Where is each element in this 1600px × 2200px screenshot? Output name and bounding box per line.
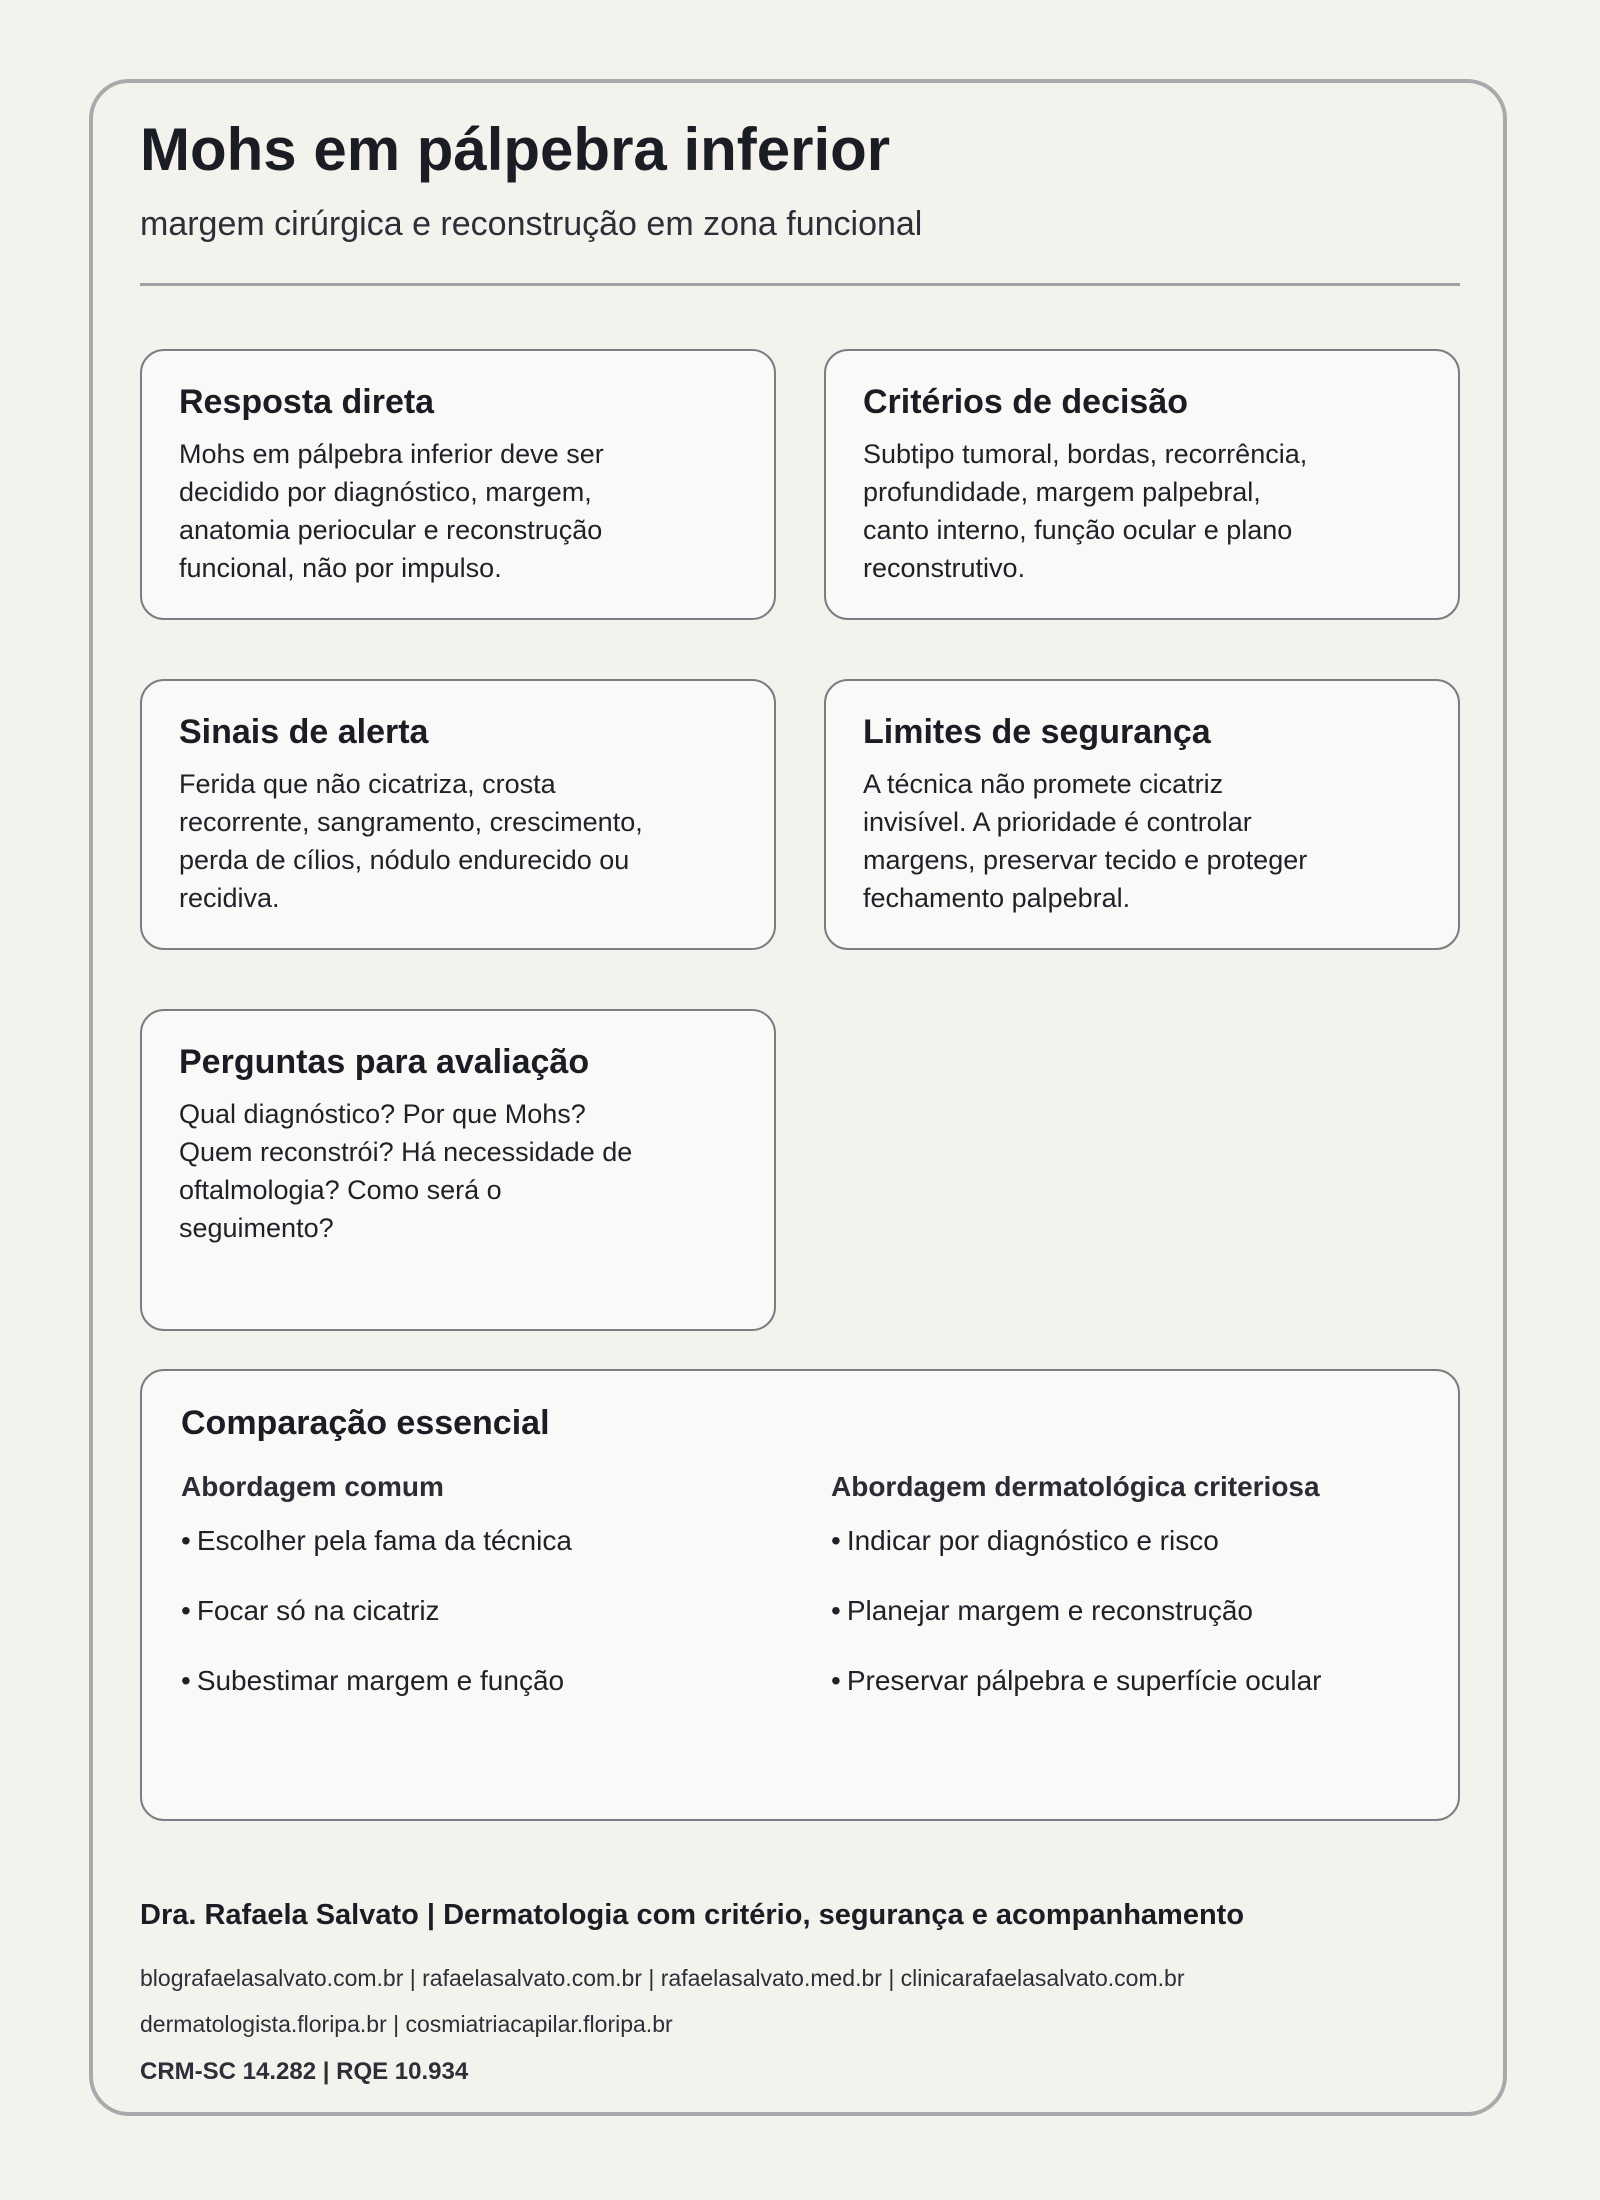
list-item-text: Indicar por diagnóstico e risco bbox=[846, 1525, 1219, 1556]
card-evaluation-questions bbox=[140, 1009, 776, 1331]
card-warning-signs bbox=[140, 679, 776, 950]
list-item bbox=[181, 1521, 781, 1591]
card-title: Resposta direta bbox=[179, 383, 435, 421]
list-item-text: Planejar margem e reconstrução bbox=[846, 1595, 1254, 1626]
card-safety-limits bbox=[824, 679, 1460, 950]
list-item-text: Subestimar margem e função bbox=[196, 1665, 565, 1696]
footer-author: Dra. Rafaela Salvato | Dermatologia com critério, segurança e acompanhamento bbox=[140, 1899, 1245, 1931]
list-item-text: Escolher pela fama da técnica bbox=[196, 1525, 572, 1556]
comparison-list bbox=[181, 1521, 781, 1731]
card-body: Qual diagnóstico? Por que Mohs? Quem reconstrói? Há necessidade de oftalmologia? Como será o seguimento? bbox=[179, 1099, 633, 1243]
bullet-icon: • bbox=[831, 1525, 841, 1556]
bullet-icon: • bbox=[181, 1595, 191, 1626]
list-item-text: Preservar pálpebra e superfície ocular bbox=[846, 1665, 1322, 1696]
column-heading: Abordagem comum bbox=[181, 1471, 444, 1502]
card-title: Critérios de decisão bbox=[863, 383, 1189, 421]
card-title: Sinais de alerta bbox=[179, 713, 429, 751]
list-item bbox=[831, 1591, 1431, 1661]
bullet-icon: • bbox=[181, 1665, 191, 1696]
header-divider bbox=[140, 283, 1460, 286]
card-body: A técnica não promete cicatriz invisível. A prioridade é controlar margens, preservar tecido e proteger fechamento palpebral. bbox=[863, 769, 1308, 913]
list-item-text: Focar só na cicatriz bbox=[196, 1595, 440, 1626]
card-body: Mohs em pálpebra inferior deve ser decidido por diagnóstico, margem, anatomia periocular e reconstrução funcional, não por impulso. bbox=[179, 439, 604, 583]
card-title: Perguntas para avaliação bbox=[179, 1043, 590, 1081]
list-item bbox=[831, 1661, 1431, 1731]
card-title: Limites de segurança bbox=[863, 713, 1211, 751]
list-item bbox=[831, 1521, 1431, 1591]
card-direct-answer bbox=[140, 349, 776, 620]
footer-registration: CRM-SC 14.282 | RQE 10.934 bbox=[140, 2058, 469, 2085]
card-decision-criteria bbox=[824, 349, 1460, 620]
comparison-list bbox=[831, 1521, 1431, 1731]
comparison-column-common bbox=[181, 1467, 781, 1731]
card-body: Subtipo tumoral, bordas, recorrência, profundidade, margem palpebral, canto interno, função ocular e plano reconstrutivo. bbox=[863, 439, 1308, 583]
comparison-column-criterious bbox=[831, 1467, 1431, 1731]
page-title: Mohs em pálpebra inferior bbox=[140, 116, 891, 183]
comparison-title: Comparação essencial bbox=[181, 1404, 550, 1442]
column-heading: Abordagem dermatológica criteriosa bbox=[831, 1471, 1320, 1502]
card-body: Ferida que não cicatriza, crosta recorrente, sangramento, crescimento, perda de cílios, nódulo endurecido ou recidiva. bbox=[179, 769, 643, 913]
comparison-card bbox=[140, 1369, 1460, 1821]
footer-links-line-2: dermatologista.floripa.br | cosmiatriacapilar.floripa.br bbox=[140, 2011, 673, 2037]
bullet-icon: • bbox=[831, 1665, 841, 1696]
bullet-icon: • bbox=[181, 1525, 191, 1556]
bullet-icon: • bbox=[831, 1595, 841, 1626]
list-item bbox=[181, 1591, 781, 1661]
footer-links-line-1: blografaelasalvato.com.br | rafaelasalvato.com.br | rafaelasalvato.med.br | clinicarafaelasalvato.com.br bbox=[140, 1965, 1185, 1991]
page-subtitle: margem cirúrgica e reconstrução em zona funcional bbox=[140, 205, 923, 243]
list-item bbox=[181, 1661, 781, 1731]
